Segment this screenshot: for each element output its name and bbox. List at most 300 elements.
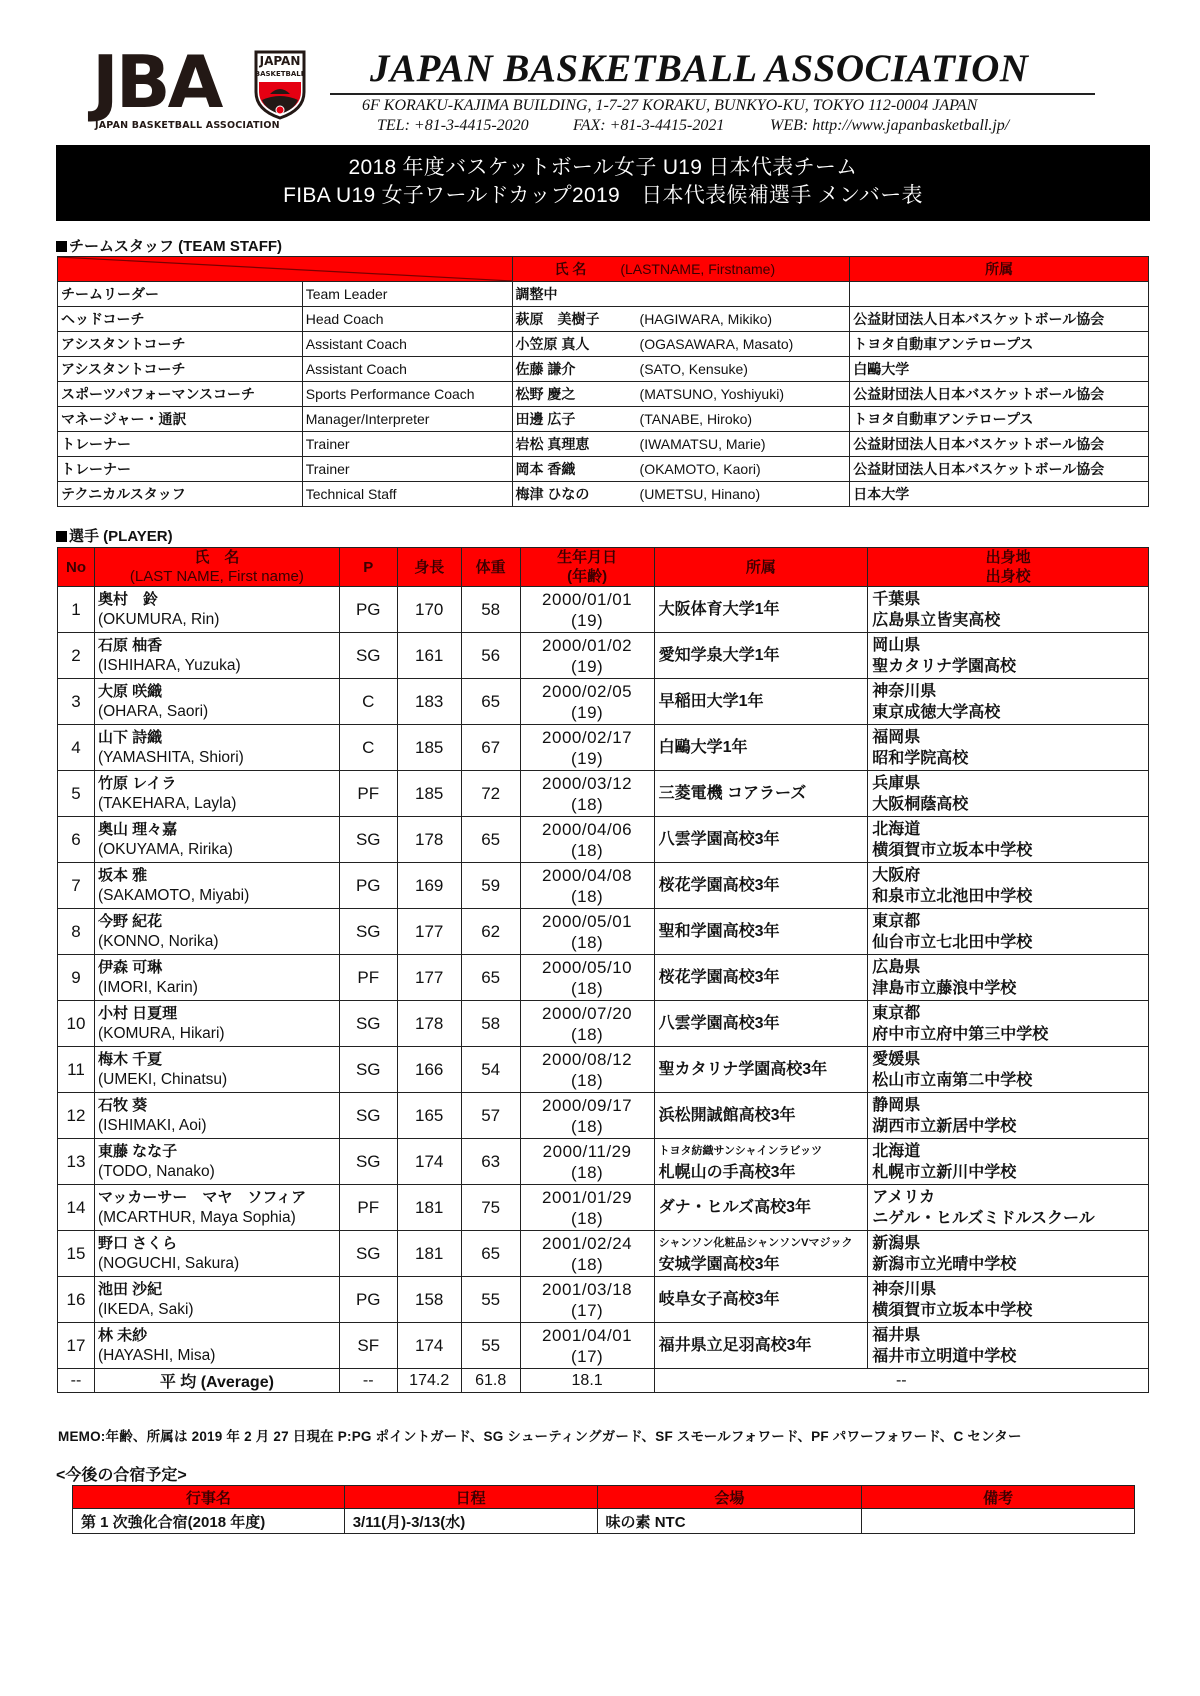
camp-header-cell: 備考 <box>862 1486 1135 1509</box>
player-name <box>94 955 339 1001</box>
player-no: 17 <box>58 1323 95 1369</box>
staff-name-en: (MATSUNO, Yoshiyuki) <box>639 386 784 402</box>
player-row <box>58 1139 1149 1185</box>
player-dob <box>520 633 654 679</box>
player-school: 横須賀市立坂本中学校 <box>872 1301 1033 1319</box>
fax: FAX: +81-3-4415-2021 <box>573 117 725 134</box>
badge-line1: JAPAN <box>259 54 301 68</box>
player-name <box>94 1323 339 1369</box>
player-hometown: 東京都 <box>872 912 921 930</box>
player-hometown: 新潟県 <box>872 1234 921 1252</box>
average-label: 平 均 (Average) <box>94 1369 339 1393</box>
player-hometown: 千葉県 <box>872 590 921 608</box>
staff-name <box>512 332 850 357</box>
player-row <box>58 1047 1149 1093</box>
staff-row <box>58 357 1149 382</box>
staff-name-jp: 調整中 <box>515 286 558 302</box>
player-age: (18) <box>570 978 604 998</box>
player-school: 東京成徳大学高校 <box>872 703 1001 721</box>
staff-name <box>512 457 850 482</box>
player-row <box>58 725 1149 771</box>
player-name-jp: 奥山 理々嘉 <box>97 820 178 838</box>
staff-name <box>512 482 850 507</box>
staff-row <box>58 307 1149 332</box>
staff-affiliation <box>850 282 1149 307</box>
player-club <box>654 633 868 679</box>
player-origin <box>868 1231 1149 1277</box>
staff-name-en: (HAGIWARA, Mikiko) <box>639 311 773 327</box>
player-name-en: (OKUYAMA, Ririka) <box>97 840 233 858</box>
player-name <box>94 725 339 771</box>
player-age: (18) <box>570 886 604 906</box>
player-row <box>58 771 1149 817</box>
player-name <box>94 1185 339 1231</box>
player-club-line: 早稲田大学1年 <box>658 692 764 710</box>
player-no: 6 <box>58 817 95 863</box>
staff-row <box>58 382 1149 407</box>
staff-header-row <box>58 257 1149 282</box>
player-row <box>58 633 1149 679</box>
player-no: 11 <box>58 1047 95 1093</box>
player-no: 15 <box>58 1231 95 1277</box>
player-name-jp: 石牧 葵 <box>97 1096 148 1114</box>
staff-role-jp: テクニカルスタッフ <box>58 482 303 507</box>
player-hometown: 静岡県 <box>872 1096 921 1114</box>
player-name-en: (KONNO, Norika) <box>97 932 219 950</box>
player-no: 3 <box>58 679 95 725</box>
player-weight: 59 <box>461 863 520 909</box>
player-club-line: 安城学園高校3年 <box>658 1255 780 1273</box>
player-position: SG <box>339 633 397 679</box>
player-origin <box>868 771 1149 817</box>
player-birthdate: 2000/01/02 <box>542 635 633 655</box>
player-name-jp: 池田 沙紀 <box>97 1280 163 1298</box>
player-club <box>654 1323 868 1369</box>
player-school: 大阪桐蔭高校 <box>872 795 969 813</box>
letterhead <box>0 0 1200 140</box>
staff-affiliation: 公益財団法人日本バスケットボール協会 <box>850 457 1149 482</box>
player-name-jp: 坂本 雅 <box>97 866 148 884</box>
average-height: 174.2 <box>397 1369 461 1393</box>
player-no: 13 <box>58 1139 95 1185</box>
staff-role-jp: トレーナー <box>58 432 303 457</box>
staff-row <box>58 407 1149 432</box>
player-origin <box>868 1139 1149 1185</box>
player-origin <box>868 1001 1149 1047</box>
player-origin <box>868 1323 1149 1369</box>
jba-logo <box>92 40 317 143</box>
player-dob <box>520 1093 654 1139</box>
player-weight: 54 <box>461 1047 520 1093</box>
title-banner <box>56 145 1150 221</box>
staff-name <box>512 382 850 407</box>
staff-name-en: (OGASAWARA, Masato) <box>639 336 794 352</box>
player-name-en: (IKEDA, Saki) <box>97 1300 194 1318</box>
player-no: 1 <box>58 587 95 633</box>
staff-affiliation: トヨタ自動車アンテロープス <box>850 332 1149 357</box>
staff-name <box>512 357 850 382</box>
diagonal-line-icon <box>58 257 513 281</box>
player-position: SG <box>339 1047 397 1093</box>
player-weight: 58 <box>461 587 520 633</box>
player-position: PG <box>339 863 397 909</box>
player-weight: 57 <box>461 1093 520 1139</box>
player-school: 札幌市立新川中学校 <box>872 1163 1017 1181</box>
player-dob <box>520 1231 654 1277</box>
player-height: 161 <box>397 633 461 679</box>
player-row <box>58 955 1149 1001</box>
player-birthdate: 2000/07/20 <box>542 1003 633 1023</box>
player-school: ニゲル・ヒルズミドルスクール <box>872 1209 1095 1227</box>
staff-name-jp: 小笠原 真人 <box>515 336 590 352</box>
player-school: 横須賀市立坂本中学校 <box>872 841 1033 859</box>
player-row <box>58 1277 1149 1323</box>
badge-line2: BASKETBALL <box>254 70 306 78</box>
player-no: 4 <box>58 725 95 771</box>
player-name-jp: 奥村 鈴 <box>97 590 158 608</box>
staff-affiliation: 公益財団法人日本バスケットボール協会 <box>850 432 1149 457</box>
player-birthdate: 2000/04/06 <box>542 819 633 839</box>
player-dob <box>520 679 654 725</box>
player-position: PF <box>339 955 397 1001</box>
camp-event: 第 1 次強化合宿(2018 年度) <box>73 1509 345 1534</box>
player-origin <box>868 1047 1149 1093</box>
player-position: SG <box>339 817 397 863</box>
player-birthdate: 2000/01/01 <box>542 589 633 609</box>
player-position: PG <box>339 1277 397 1323</box>
player-height: 169 <box>397 863 461 909</box>
player-row <box>58 679 1149 725</box>
player-birthdate: 2000/05/10 <box>542 957 633 977</box>
staff-name-jp: 梅津 ひなの <box>515 486 590 502</box>
player-position: SG <box>339 1231 397 1277</box>
player-club <box>654 1093 868 1139</box>
player-weight: 65 <box>461 1231 520 1277</box>
player-club <box>654 817 868 863</box>
player-name-jp: 山下 詩織 <box>97 728 163 746</box>
player-birthdate: 2000/05/01 <box>542 911 633 931</box>
player-club-line: 大阪体育大学1年 <box>658 600 780 618</box>
player-no: 14 <box>58 1185 95 1231</box>
header-weight: 体重 <box>461 548 520 587</box>
player-name <box>94 587 339 633</box>
player-name-en: (HAYASHI, Misa) <box>97 1346 216 1364</box>
player-origin <box>868 863 1149 909</box>
player-height: 183 <box>397 679 461 725</box>
camp-header-cell: 会場 <box>597 1486 862 1509</box>
camp-header-cell: 行事名 <box>73 1486 345 1509</box>
player-dob <box>520 1047 654 1093</box>
staff-role-jp: トレーナー <box>58 457 303 482</box>
player-weight: 72 <box>461 771 520 817</box>
player-weight: 65 <box>461 817 520 863</box>
average-age: 18.1 <box>520 1369 654 1393</box>
staff-name-jp: 岩松 真理恵 <box>515 436 590 452</box>
staff-name <box>512 432 850 457</box>
player-hometown: 兵庫県 <box>872 774 921 792</box>
player-row <box>58 1093 1149 1139</box>
player-position: C <box>339 725 397 771</box>
player-header-row <box>58 548 1149 587</box>
staff-affiliation: 公益財団法人日本バスケットボール協会 <box>850 307 1149 332</box>
camp-header-row <box>73 1486 1135 1509</box>
player-name-en: (OKUMURA, Rin) <box>97 610 220 628</box>
player-position: SG <box>339 1093 397 1139</box>
staff-affiliation: 日本大学 <box>850 482 1149 507</box>
player-birthdate: 2001/01/29 <box>542 1187 633 1207</box>
player-height: 166 <box>397 1047 461 1093</box>
tel: TEL: +81-3-4415-2020 <box>377 117 529 134</box>
logo-subtitle: JAPAN BASKETBALL ASSOCIATION <box>95 120 280 131</box>
player-row <box>58 1323 1149 1369</box>
player-club-line: 岐阜女子高校3年 <box>658 1290 780 1308</box>
player-origin <box>868 955 1149 1001</box>
player-name <box>94 679 339 725</box>
player-row <box>58 1001 1149 1047</box>
player-no: 5 <box>58 771 95 817</box>
player-dob <box>520 725 654 771</box>
player-height: 181 <box>397 1185 461 1231</box>
player-no: 10 <box>58 1001 95 1047</box>
player-club <box>654 1139 868 1185</box>
player-name-jp: 竹原 レイラ <box>97 774 177 792</box>
header-origin: 出身地 出身校 <box>868 548 1149 587</box>
staff-role-en: Head Coach <box>302 307 512 332</box>
player-name-en: (OHARA, Saori) <box>97 702 209 720</box>
player-club-line: 浜松開誠館高校3年 <box>658 1106 796 1124</box>
staff-name-jp: 田邊 広子 <box>515 411 576 427</box>
player-weight: 55 <box>461 1277 520 1323</box>
player-dob <box>520 863 654 909</box>
player-name <box>94 817 339 863</box>
player-height: 174 <box>397 1139 461 1185</box>
staff-name <box>512 282 850 307</box>
camp-header-cell: 日程 <box>344 1486 597 1509</box>
player-school: 福井市立明道中学校 <box>872 1347 1017 1365</box>
staff-role-jp: マネージャー・通訳 <box>58 407 303 432</box>
player-club <box>654 1047 868 1093</box>
player-club <box>654 587 868 633</box>
player-birthdate: 2000/11/29 <box>542 1141 632 1161</box>
player-club-line: シャンソン化粧品シャンソンVマジック <box>658 1236 853 1249</box>
player-weight: 58 <box>461 1001 520 1047</box>
staff-header-affiliation: 所属 <box>850 257 1149 282</box>
player-origin <box>868 633 1149 679</box>
player-club-line: 聖和学園高校3年 <box>658 922 780 940</box>
player-dob <box>520 909 654 955</box>
player-name-en: (MCARTHUR, Maya Sophia) <box>97 1208 296 1226</box>
staff-role-jp: スポーツパフォーマンスコーチ <box>58 382 303 407</box>
player-no: 8 <box>58 909 95 955</box>
player-name <box>94 909 339 955</box>
player-name-en: (UMEKI, Chinatsu) <box>97 1070 228 1088</box>
player-name-jp: 今野 紀花 <box>97 912 163 930</box>
header-position: P <box>339 548 397 587</box>
player-name <box>94 633 339 679</box>
player-hometown: 大阪府 <box>872 866 921 884</box>
player-name-en: (ISHIMAKI, Aoi) <box>97 1116 207 1134</box>
player-name-jp: 梅木 千夏 <box>97 1050 163 1068</box>
player-school: 広島県立皆実高校 <box>872 611 1001 629</box>
player-club <box>654 1001 868 1047</box>
player-row <box>58 863 1149 909</box>
player-birthdate: 2000/08/12 <box>542 1049 633 1069</box>
player-name-jp: 東藤 なな子 <box>97 1142 178 1160</box>
player-hometown: 東京都 <box>872 1004 921 1022</box>
player-dob <box>520 1323 654 1369</box>
staff-table <box>57 256 1149 507</box>
staff-role-en: Technical Staff <box>302 482 512 507</box>
player-age: (19) <box>570 656 604 676</box>
staff-name-en: (IWAMATSU, Marie) <box>639 436 766 452</box>
square-bullet-icon <box>56 531 67 542</box>
player-school: 津島市立藤浪中学校 <box>872 979 1017 997</box>
player-section-title: 選手 (PLAYER) <box>56 525 173 546</box>
player-club <box>654 863 868 909</box>
staff-name <box>512 407 850 432</box>
player-hometown: アメリカ <box>872 1188 936 1206</box>
average-no: -- <box>58 1369 95 1393</box>
camp-schedule-table <box>72 1485 1135 1534</box>
staff-name-en: (UMETSU, Hinano) <box>639 486 761 502</box>
banner-line-1: 2018 年度バスケットボール女子 U19 日本代表チーム <box>348 156 858 179</box>
player-dob <box>520 771 654 817</box>
player-height: 185 <box>397 725 461 771</box>
player-club <box>654 679 868 725</box>
player-birthdate: 2000/04/08 <box>542 865 633 885</box>
player-position: SG <box>339 909 397 955</box>
staff-row <box>58 432 1149 457</box>
player-height: 185 <box>397 771 461 817</box>
staff-role-en: Assistant Coach <box>302 332 512 357</box>
player-dob <box>520 955 654 1001</box>
player-position: C <box>339 679 397 725</box>
logo-text: JBA <box>92 40 221 124</box>
player-birthdate: 2000/03/12 <box>542 773 633 793</box>
player-age: (17) <box>570 1346 604 1366</box>
player-no: 9 <box>58 955 95 1001</box>
player-table <box>57 547 1149 1393</box>
staff-role-en: Trainer <box>302 457 512 482</box>
player-birthdate: 2001/03/18 <box>542 1279 633 1299</box>
player-age: (19) <box>570 748 604 768</box>
player-hometown: 愛媛県 <box>872 1050 921 1068</box>
player-name-jp: 大原 咲織 <box>97 682 163 700</box>
player-height: 177 <box>397 909 461 955</box>
web-link[interactable]: WEB: http://www.japanbasketball.jp/ <box>770 117 1010 134</box>
player-name-jp: 伊森 可琳 <box>97 958 163 976</box>
player-name-jp: マッカーサー マヤ ソフィア <box>97 1188 307 1206</box>
player-height: 174 <box>397 1323 461 1369</box>
staff-header-name: 氏 名 (LASTNAME, Firstname) <box>512 257 850 282</box>
player-position: SG <box>339 1001 397 1047</box>
player-no: 12 <box>58 1093 95 1139</box>
average-weight: 61.8 <box>461 1369 520 1393</box>
player-age: (18) <box>570 1116 604 1136</box>
header-dob: 生年月日 (年齢) <box>520 548 654 587</box>
player-name <box>94 1001 339 1047</box>
staff-role-jp: アシスタントコーチ <box>58 332 303 357</box>
player-school: 仙台市立七北田中学校 <box>872 933 1033 951</box>
staff-role-en: Assistant Coach <box>302 357 512 382</box>
square-bullet-icon <box>56 241 67 252</box>
player-origin <box>868 1185 1149 1231</box>
japan-basketball-badge-icon <box>252 48 308 120</box>
player-origin <box>868 817 1149 863</box>
player-age: (19) <box>570 702 604 722</box>
player-club <box>654 955 868 1001</box>
staff-role-jp: アシスタントコーチ <box>58 357 303 382</box>
player-hometown: 広島県 <box>872 958 921 976</box>
player-origin <box>868 909 1149 955</box>
player-position: SF <box>339 1323 397 1369</box>
player-height: 158 <box>397 1277 461 1323</box>
player-age: (18) <box>570 1162 604 1182</box>
player-age: (18) <box>570 1070 604 1090</box>
player-club-line: 愛知学泉大学1年 <box>658 646 780 664</box>
player-club-line: 福井県立足羽高校3年 <box>658 1336 812 1354</box>
player-height: 177 <box>397 955 461 1001</box>
player-position: PF <box>339 1185 397 1231</box>
staff-role-jp: ヘッドコーチ <box>58 307 303 332</box>
staff-row <box>58 332 1149 357</box>
player-name-en: (IMORI, Karin) <box>97 978 198 996</box>
average-position: -- <box>339 1369 397 1393</box>
player-club-line: 桜花学園高校3年 <box>658 876 780 894</box>
player-name-en: (TODO, Nanako) <box>97 1162 215 1180</box>
player-age: (18) <box>570 1208 604 1228</box>
staff-name-en: (OKAMOTO, Kaori) <box>639 461 761 477</box>
player-school: 新潟市立光晴中学校 <box>872 1255 1017 1273</box>
staff-name-jp: 松野 慶之 <box>515 386 576 402</box>
player-club-line: 八雲学園高校3年 <box>658 830 780 848</box>
staff-affiliation: 白鷗大学 <box>850 357 1149 382</box>
player-age: (17) <box>570 1300 604 1320</box>
player-age: (18) <box>570 794 604 814</box>
staff-role-jp: チームリーダー <box>58 282 303 307</box>
player-name <box>94 863 339 909</box>
player-hometown: 北海道 <box>872 1142 921 1160</box>
staff-row <box>58 482 1149 507</box>
player-row <box>58 909 1149 955</box>
player-weight: 62 <box>461 909 520 955</box>
player-birthdate: 2000/09/17 <box>542 1095 633 1115</box>
player-dob <box>520 1001 654 1047</box>
header-height: 身長 <box>397 548 461 587</box>
player-hometown: 福岡県 <box>872 728 921 746</box>
player-name-jp: 石原 柚香 <box>97 636 163 654</box>
staff-name-jp: 萩原 美樹子 <box>515 311 600 327</box>
camp-row <box>73 1509 1135 1534</box>
camp-notes <box>862 1509 1135 1534</box>
player-dob <box>520 1185 654 1231</box>
player-school: 府中市立府中第三中学校 <box>872 1025 1049 1043</box>
player-name <box>94 1093 339 1139</box>
player-club-line: 聖カタリナ学園高校3年 <box>658 1060 828 1078</box>
player-age: (18) <box>570 840 604 860</box>
player-school: 和泉市立北池田中学校 <box>872 887 1033 905</box>
player-school: 昭和学院高校 <box>872 749 969 767</box>
header-divider <box>330 93 1095 95</box>
staff-name-jp: 岡本 香織 <box>515 461 576 477</box>
address: 6F KORAKU-KAJIMA BUILDING, 1-7-27 KORAKU, BUNKYO-KU, TOKYO 112-0004 JAPAN <box>362 97 978 114</box>
player-name-en: (KOMURA, Hikari) <box>97 1024 225 1042</box>
player-club-line: ダナ・ヒルズ高校3年 <box>658 1198 811 1216</box>
player-no: 2 <box>58 633 95 679</box>
player-birthdate: 2000/02/17 <box>542 727 633 747</box>
player-school: 湖西市立新居中学校 <box>872 1117 1017 1135</box>
player-club <box>654 771 868 817</box>
